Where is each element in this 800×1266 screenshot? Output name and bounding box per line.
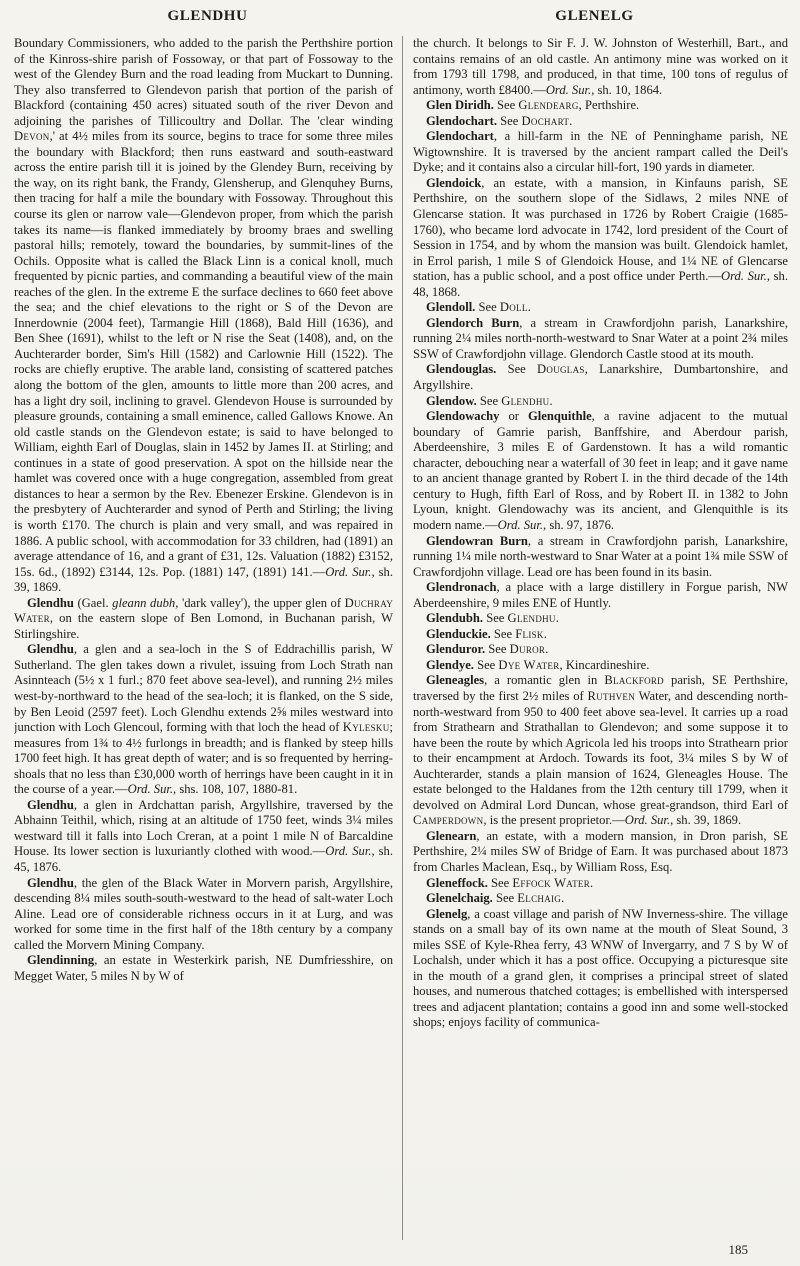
entry-glendorch-burn: Glendorch Burn, a stream in Crawfordjohn parish, Lanarkshire, running 2¼ miles north-north-westward to Snar Water at a point 2¾ miles SSW of Crawfordjohn village. Glendorch Castle stood at its mouth. — [413, 315, 788, 361]
entry-glendoick: Glendoick, an estate, with a mansion, in Kinfauns parish, SE Perthshire, on the southern slope of the Sidlaws, 2 miles NNE of Glencarse station. It was purchased in 1726 by Robert Craigie (1685-1760), who became lord advocate in 1742, lord president of the Court of Session in 1754, and by whom the mansion was built. Glendoick hamlet, in Errol parish, 1 mile S of Glendoick House, and 1¼ NE of Glencarse station, has a public school, and a post office under Perth.—Ord. Sur., sh. 48, 1868. — [413, 175, 788, 299]
left-column — [14, 36, 402, 1240]
entry-glenelg: Glenelg, a coast village and parish of NW Inverness-shire. The village stands on a small bay of its own name at the mouth of Sleat Sound, 3 miles SSE of Kyle-Rhea ferry, 43 WNW of Invergarry, and 7 S by W of Lochalsh, under which it has a post office. Occupying a picturesque site in the mouth of a grand glen, it comprises a principal street of slated houses, and numerous thatched cottages; is embellished with interspersed trees and adjacent plantation; contains a good inn and some well-stocked shops; enjoys facility of communica- — [413, 906, 788, 1030]
running-heads — [14, 8, 788, 32]
entry-glendochart-penninghame: Glendochart, a hill-farm in the NE of Penninghame parish, NE Wigtownshire. It is traversed by the ancient rampart called the Deil's Dyke; and it contains also a circular hill-fort, 190 yards in diameter. — [413, 129, 788, 175]
entry-glendhu-morvern: Glendhu, the glen of the Black Water in Morvern parish, Argyllshire, descending 8¼ miles south-south-westward to the head of salt-water Loch Aline. Lead ore of considerable richness occurs in it at Lurg, and was worked for some time in the first half of the 18th century by a company called the Morvern Mining Company. — [14, 875, 393, 952]
running-head-right: GLENELG — [555, 8, 634, 24]
continuation-glendinning: the church. It belongs to Sir F. J. W. Johnston of Westerhill, Bart., and contains remains of an old castle. An antimony mine was worked on it from 1793 till 1798, and produced, in that time, 100 tons of regulus of antimony, worth £8400.—Ord. Sur., sh. 10, 1864. — [413, 36, 788, 97]
entry-glendouglas: Glendouglas. See Douglas, Lanarkshire, Dumbartonshire, and Argyllshire. — [413, 362, 788, 393]
entry-gleneffock: Gleneffock. See Effock Water. — [426, 875, 594, 890]
entry-glenelchaig: Glenelchaig. See Elchaig. — [426, 891, 565, 906]
running-head-left: GLENDHU — [167, 8, 248, 24]
entry-glendhu-buchanan: Glendhu (Gael. gleann dubh, 'dark valley'), the upper glen of Duchray Water, on the eastern slope of Ben Lomond, in Buchanan parish, W Stirlingshire. — [14, 595, 393, 641]
entry-glen-diridh: Glen Diridh. See Glendearg, Perthshire. — [426, 98, 640, 113]
entry-glendowachy: Glendowachy or Glenquithle, a ravine adjacent to the mutual boundary of Gamrie parish, Banffshire, and Aberdour parish, Aberdeenshire, 3 miles E of Gardenstown. It has a wild romantic character, debouching near a waterfall of 30 feet in leap; and it gave name to an ancient thanage granted by Robert I. in the third decade of the 14th century to Hugh, fifth Earl of Ross, and by Robert II. in 1382 to John Lyoun, knight. Glendowachy was its ancient, and Glenquithle is its modern name.—Ord. Sur., sh. 97, 1876. — [413, 409, 788, 532]
entry-glenduckie: Glenduckie. See Flisk. — [426, 626, 547, 641]
entry-glendye: Glendye. See Dye Water, Kincardineshire. — [426, 657, 650, 672]
entry-glendow: Glendow. See Glendhu. — [426, 393, 553, 408]
entry-glendoll: Glendoll. See Doll. — [426, 300, 531, 315]
entry-gleneagles: Gleneagles, a romantic glen in Blackford parish, SE Perthshire, traversed by the first 2½ miles of Ruthven Water, and descending north-north-westward from 950 to 400 feet above sea-level. It carries up a road from Strathearn and Strathallan to Glendevon; and some suppose it to have been the route by which Agricola led his troops into Strathearn prior to their encampment at Ardoch. Towards its foot, 3¼ miles S by W of Auchterarder, stands a plain mansion of 1624, Gleneagles House. The estate belonged to the Haldanes from the 12th century till 1799, when it devolved on Admiral Lord Duncan, whose great-grandson, third Earl of Camperdown, is the present proprietor.—Ord. Sur., sh. 39, 1869. — [413, 673, 788, 828]
entry-glendhu-eddrachillis: Glendhu, a glen and a sea-loch in the S of Eddrachillis parish, W Sutherland. The glen takes down a rivulet, issuing from Loch Strath nan Asinnteach (5½ x 1 furl.; 870 feet above sea-level), and running 2½ miles west-by-northward to the head of the sea-loch; it is flanked, on the S side, by Ben Leoid (2597 feet). Loch Glendhu extends 2⅝ miles westward into junction with Loch Glencoul, forming with that loch the head of Kylesku; measures from 1¾ to 4½ furlongs in breadth; and is flanked by steep hills 1700 feet high. It has great depth of water; and is so frequented by herring-shoals that no less than £30,000 worth of herrings have been caught in it in the course of a year.—Ord. Sur., shs. 108, 107, 1880-81. — [14, 642, 393, 797]
entry-glendronach: Glendronach, a place with a large distillery in Forgue parish, NW Aberdeenshire, 9 miles ENE of Huntly. — [413, 580, 788, 610]
entry-glenduror: Glenduror. See Duror. — [426, 642, 549, 657]
entry-glendubh: Glendubh. See Glendhu. — [426, 611, 559, 626]
entry-glendhu-ardchattan: Glendhu, a glen in Ardchattan parish, Argyllshire, traversed by the Abhainn Teithil, which, rising at an altitude of 1750 feet, winds 3¼ miles westward till it falls into Loch Creran, at a point 1 mile N of Barcaldine House. Its lower section is luxuriantly clothed with wood.—Ord. Sur., sh. 45, 1876. — [14, 797, 393, 874]
entry-glendochart-see: Glendochart. See Dochart. — [426, 113, 573, 128]
continuation-glendevon: Boundary Commissioners, who added to the parish the Perthshire portion of the Kinross-shire parish of Fossoway, or that part of Fossoway to the west of the Glendey Burn and the road leading from Muckart to Dunning. They also transferred to Glendevon parish that portion of the parish of Blackford (containing 450 acres) situated south of the river Devon and adjoining the parishes of Tillicoultry and Dollar. The 'clear winding Devon,' at 4½ miles from its source, begins to trace for some three miles the boundary with Blackford; then runs eastward and south-eastward across the entire parish till it is joined by the Glendey Burn, receiving by the way, on its right bank, the Frandy, Glensherup, and Glenquhey Burns, then tracing for half a mile the boundary with Fossoway. Throughout this course its glen or narrow vale—Glendevon proper, from which the parish takes its name—is flanked immediately by broomy braes and swelling pastoral hills; remotely, toward the boundaries, by summit-lines of the Ochils. Opposite what is called the Black Linn is a conical knoll, much frequented by picnic parties, and commanding a beautiful view of the main reaches of the glen. In the extreme E the surface declines to 660 feet above the sea; and the chief elevations to the right or S of the Devon are Innerdownie (2004 feet), Tarmangie Hill (1868), Bald Hill (1636), and Ben Shee (1691), whilst to the left or N rise the Seat (1408), and, on the Auchterarder border, Sim's Hill (1582) and Carlownie Hill (1522). The rocks are chiefly eruptive. The arable land, consisting of scattered patches along the bottom of the glen, amounts to little more than 200 acres, and has a light dry soil, inclining to gravel. Glendevon House is surrounded by pleasure grounds, containing a small eminence, called Gallows Knowe. An old castle stands on the Glendevon estate; is said to have belonged to William, eighth Earl of Douglas, slain in 1452 by James II. at Stirling; and continues in a state of good preservation. A spot on the hillside near the hamlet was covered once with a huge congregation, assembled from great distances to hear a sermon by the Rev. Ebenezer Erskine. Glendevon is in the presbytery of Auchterarder and synod of Perth and Stirling; the living is worth £170. The church is plain and very small, and was repaired in 1886. A public school, with accommodation for 33 children, had (1891) an average attendance of 16, and a grant of £31, 12s. Valuation (1882) £3152, 15s. 6d., (1892) £3144, 12s. Pop. (1881) 147, (1891) 141.—Ord. Sur., sh. 39, 1869. — [14, 36, 393, 595]
entry-glendinning: Glendinning, an estate in Westerkirk parish, NE Dumfriesshire, on Megget Water, 5 miles N by W of — [14, 953, 393, 983]
text-columns — [14, 36, 788, 1240]
entry-glenearn: Glenearn, an estate, with a modern mansion, in Dron parish, SE Perthshire, 2¼ miles SW of Bridge of Earn. It was purchased about 1873 from Charles Maclean, Esq., by William Ross, Esq. — [413, 828, 788, 874]
page-number: 185 — [728, 1242, 748, 1257]
right-column — [402, 36, 788, 1240]
entry-glendowran-burn: Glendowran Burn, a stream in Crawfordjohn parish, Lanarkshire, running 1¼ mile north-westward to Snar Water at a point 1¾ mile SSW of Crawfordjohn village. Lead ore has been found in its basin. — [413, 533, 788, 579]
